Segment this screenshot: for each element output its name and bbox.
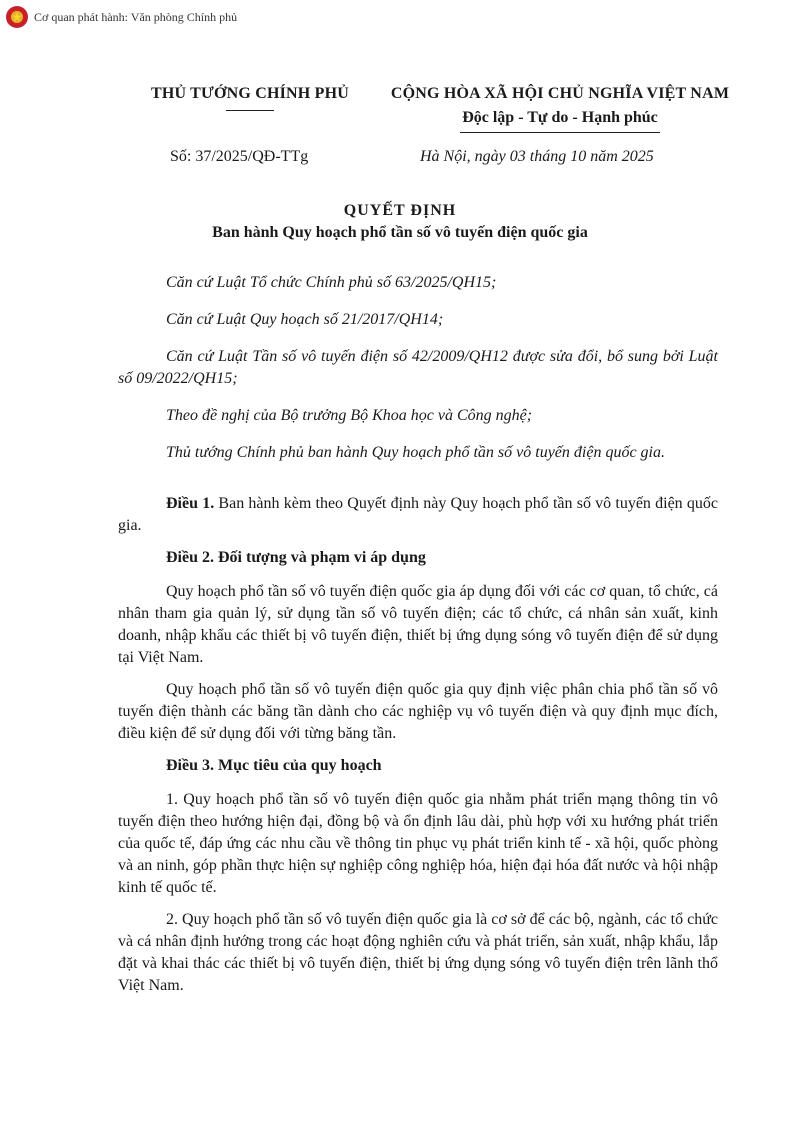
authority-underline (226, 110, 274, 111)
article-1-label: Điều 1. (166, 495, 215, 512)
motto-underline (460, 132, 660, 133)
issuing-authority: THỦ TƯỚNG CHÍNH PHỦ (150, 85, 350, 102)
document-body (118, 272, 718, 1007)
national-emblem-icon (6, 6, 28, 28)
document-subject: Ban hành Quy hoạch phổ tần số vô tuyến điện quốc gia (212, 224, 588, 241)
article-1-text: Ban hành kèm theo Quyết định này Quy hoạch phổ tần số vô tuyến điện quốc gia. (118, 495, 719, 534)
legal-basis-item: Theo đề nghị của Bộ trưởng Bộ Khoa học và Công nghệ; (166, 407, 533, 424)
national-motto: Độc lập - Tự do - Hạnh phúc (462, 109, 658, 126)
country-name: CỘNG HÒA XÃ HỘI CHỦ NGHĨA VIỆT NAM (390, 85, 730, 102)
document-type: QUYẾT ĐỊNH (343, 202, 457, 219)
place-and-date: Hà Nội, ngày 03 tháng 10 năm 2025 (420, 148, 654, 165)
document-title (0, 200, 800, 244)
article-3-heading: Điều 3. Mục tiêu của quy hoạch (166, 757, 382, 774)
issuer-bar (6, 6, 237, 28)
issuer-text: Cơ quan phát hành: Văn phòng Chính phủ (34, 9, 238, 24)
national-title-block (370, 84, 750, 133)
legal-basis-item: Căn cứ Luật Tần số vô tuyến điện số 42/2009/QH12 được sửa đổi, bổ sung bởi Luật số 09/2022/QH15; (118, 348, 718, 387)
article-2-paragraph: Quy hoạch phổ tần số vô tuyến điện quốc gia áp dụng đối với các cơ quan, tổ chức, cá nhân tham gia quản lý, sử dụng tần số vô tuyến điện; các tổ chức, cá nhân sản xuất, kinh doanh, nhập khẩu các thiết bị vô tuyến điện, thiết bị ứng dụng sóng vô tuyến điện để sử dụng tại Việt Nam. (118, 583, 718, 666)
legal-basis-item: Căn cứ Luật Tổ chức Chính phủ số 63/2025/QH15; (166, 274, 497, 291)
legal-basis-item: Căn cứ Luật Quy hoạch số 21/2017/QH14; (166, 311, 444, 328)
legal-basis-item: Thủ tướng Chính phủ ban hành Quy hoạch phổ tần số vô tuyến điện quốc gia. (166, 444, 665, 461)
article-1 (118, 493, 718, 537)
article-2-paragraph: Quy hoạch phổ tần số vô tuyến điện quốc gia quy định việc phân chia phổ tần số vô tuyến điện thành các băng tần dành cho các nghiệp vụ vô tuyến điện và quy định mục đích, điều kiện để sử dụng đối với từng băng tần. (118, 681, 718, 742)
document-number: Số: 37/2025/QĐ-TTg (170, 148, 309, 165)
article-3-paragraph: 1. Quy hoạch phổ tần số vô tuyến điện quốc gia nhằm phát triển mạng thông tin vô tuyến điện theo hướng hiện đại, đồng bộ và ổn định lâu dài, phù hợp với xu hướng phát triển của quốc tế, đáp ứng các nhu cầu về thông tin phục vụ phát triển kinh tế - xã hội, quốc phòng và an ninh, góp phần thực hiện sự nghiệp công nghiệp hóa, hiện đại hóa đất nước và hội nhập kinh tế quốc tế. (118, 791, 718, 896)
issuing-authority-block (132, 84, 368, 111)
article-2-heading: Điều 2. Đối tượng và phạm vi áp dụng (166, 549, 426, 566)
article-3-paragraph: 2. Quy hoạch phổ tần số vô tuyến điện quốc gia là cơ sở để các bộ, ngành, các tổ chức và cá nhân định hướng trong các hoạt động nghiên cứu và phát triển, sản xuất, nhập khẩu, lắp đặt và khai thác các thiết bị vô tuyến điện, thiết bị ứng dụng sóng vô tuyến điện trên lãnh thổ Việt Nam. (118, 911, 718, 994)
